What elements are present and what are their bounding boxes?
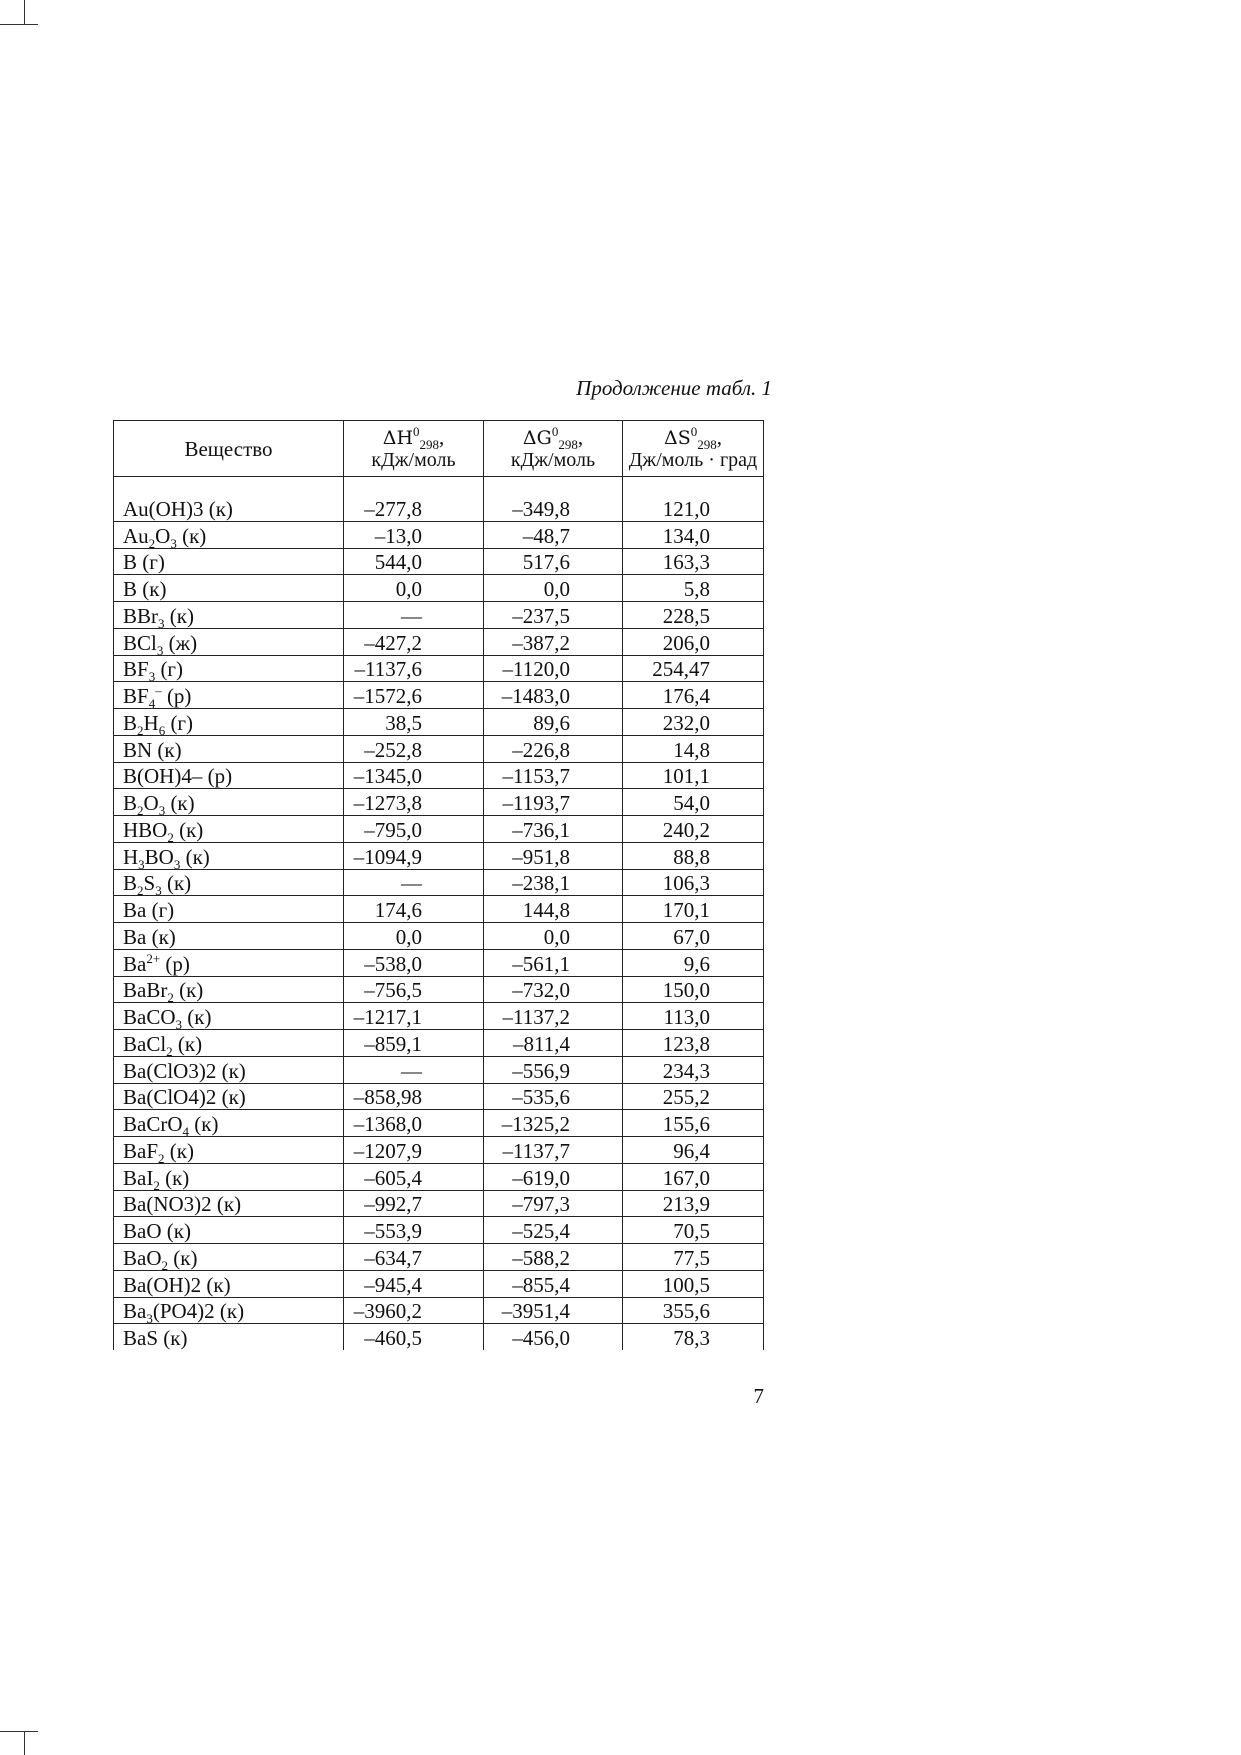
cell-entropy: 70,5 [623,1217,764,1244]
cell-gibbs: –1325,2 [484,1110,623,1137]
cell-entropy: 228,5 [623,602,764,629]
cell-gibbs: –1483,0 [484,682,623,709]
cell-substance: Ba (г) [114,896,344,923]
table-row [114,923,764,950]
cell-gibbs: –619,0 [484,1163,623,1190]
cell-entropy: 150,0 [623,976,764,1003]
cell-entropy: 123,8 [623,1030,764,1057]
cell-substance: $B_2H_6$ (г) [114,709,344,736]
cell-gibbs: –1120,0 [484,655,623,682]
table-row [114,762,764,789]
cell-entropy: 14,8 [623,735,764,762]
table-row [114,976,764,1003]
cell-gibbs: 144,8 [484,896,623,923]
header-enthalpy-unit: кДж/моль [371,449,456,471]
cell-substance: BaO$_2$ (к) [114,1244,344,1271]
cell-gibbs: –561,1 [484,949,623,976]
cell-substance: $B_2O_3$ (к) [114,789,344,816]
cell-substance: BCl$_3$ (ж) [114,628,344,655]
cell-substance: Ba(OH)2 (к) [114,1270,344,1297]
table-row [114,1110,764,1137]
cell-enthalpy: –553,9 [344,1217,484,1244]
cell-entropy: 101,1 [623,762,764,789]
cell-gibbs: 517,6 [484,548,623,575]
header-gibbs-unit: кДж/моль [510,449,596,471]
cell-substance: B (к) [114,575,344,602]
cell-gibbs: 0,0 [484,575,623,602]
table-row [114,548,764,575]
table-row [114,1083,764,1110]
table-row [114,575,764,602]
cell-gibbs: –525,4 [484,1217,623,1244]
cell-enthalpy: –1094,9 [344,842,484,869]
cell-entropy: 163,3 [623,548,764,575]
table-row [114,1217,764,1244]
table-row [114,709,764,736]
cell-substance: B(OH)4– (р) [114,762,344,789]
table-row [114,735,764,762]
header-gibbs-sup: 0 [551,424,559,439]
cell-enthalpy: –252,8 [344,735,484,762]
cell-gibbs: –855,4 [484,1270,623,1297]
crop-mark-top [0,24,38,25]
cell-gibbs: –951,8 [484,842,623,869]
cell-gibbs: –1193,7 [484,789,623,816]
cell-enthalpy: –1368,0 [344,1110,484,1137]
cell-enthalpy: –1345,0 [344,762,484,789]
cell-entropy: 9,6 [623,949,764,976]
cell-entropy: 240,2 [623,816,764,843]
cell-gibbs: –226,8 [484,735,623,762]
cell-enthalpy: –538,0 [344,949,484,976]
cell-gibbs: –387,2 [484,628,623,655]
cell-substance: BaS (к) [114,1324,344,1350]
cell-gibbs: –732,0 [484,976,623,1003]
cell-gibbs: –797,3 [484,1190,623,1217]
cell-substance: BaCrO$_4$ (к) [114,1110,344,1137]
cell-gibbs: –238,1 [484,869,623,896]
cell-enthalpy: –859,1 [344,1030,484,1057]
cell-gibbs: 0,0 [484,923,623,950]
table-row [114,1190,764,1217]
cell-substance: BaBr$_2$ (к) [114,976,344,1003]
cell-gibbs: –811,4 [484,1030,623,1057]
cell-enthalpy: –1273,8 [344,789,484,816]
cell-gibbs: –1137,2 [484,1003,623,1030]
cell-substance: $Ba^{2+}$ (р) [114,949,344,976]
table-header-row [114,421,764,477]
cell-entropy: 96,4 [623,1137,764,1164]
header-entropy-unit: Дж/моль · град [628,449,758,471]
cell-gibbs: –456,0 [484,1324,623,1350]
cell-entropy: 213,9 [623,1190,764,1217]
cell-entropy: 255,2 [623,1083,764,1110]
cell-enthalpy: –634,7 [344,1244,484,1271]
cell-enthalpy: — [344,869,484,896]
cell-gibbs: –48,7 [484,521,623,548]
table-row [114,816,764,843]
table-row [114,789,764,816]
cell-gibbs: –349,8 [484,495,623,521]
cell-entropy: 234,3 [623,1056,764,1083]
table-row [114,1137,764,1164]
cell-entropy: 206,0 [623,628,764,655]
cell-substance: $Au_2O_3$ (к) [114,521,344,548]
cell-entropy: 54,0 [623,789,764,816]
header-entropy: $\Delta S^0_{298}$, Дж/моль · град [623,421,764,477]
cell-enthalpy: –1217,1 [344,1003,484,1030]
cell-entropy: 77,5 [623,1244,764,1271]
cell-substance: BaCO$_3$ (к) [114,1003,344,1030]
cell-entropy: 170,1 [623,896,764,923]
cell-enthalpy: — [344,602,484,629]
header-gibbs-symbol: ΔG [522,427,552,449]
cell-substance: Ba (к) [114,923,344,950]
table-row [114,1244,764,1271]
cell-enthalpy: — [344,1056,484,1083]
cell-enthalpy: –992,7 [344,1190,484,1217]
cell-entropy: 5,8 [623,575,764,602]
cell-substance: $HBO_2$ (к) [114,816,344,843]
cell-enthalpy: –858,98 [344,1083,484,1110]
table-row [114,869,764,896]
cell-gibbs: –1137,7 [484,1137,623,1164]
cell-entropy: 134,0 [623,521,764,548]
table-row [114,1003,764,1030]
cell-substance: BaF$_2$ (к) [114,1137,344,1164]
cell-gibbs: –237,5 [484,602,623,629]
cell-substance: Ba(NO3)2 (к) [114,1190,344,1217]
table-row [114,628,764,655]
cell-substance: BaCl$_2$ (к) [114,1030,344,1057]
cell-entropy: 254,47 [623,655,764,682]
cell-entropy: 355,6 [623,1297,764,1324]
cell-enthalpy: 0,0 [344,575,484,602]
cell-enthalpy: –945,4 [344,1270,484,1297]
cell-gibbs: –3951,4 [484,1297,623,1324]
cell-enthalpy: –460,5 [344,1324,484,1350]
cell-substance: BaI$_2$ (к) [114,1163,344,1190]
cell-enthalpy: –277,8 [344,495,484,521]
cell-enthalpy: –1137,6 [344,655,484,682]
table-row [114,842,764,869]
page-number: 7 [753,1384,764,1408]
crop-mark-bottom-vertical [24,1731,25,1755]
cell-substance: BaO (к) [114,1217,344,1244]
table-row [114,602,764,629]
header-enthalpy: $\Delta H^0_{298}$, кДж/моль [344,421,484,477]
table-row [114,949,764,976]
cell-enthalpy: –427,2 [344,628,484,655]
cell-entropy: 78,3 [623,1324,764,1350]
cell-enthalpy: –1207,9 [344,1137,484,1164]
cell-entropy: 88,8 [623,842,764,869]
table-row [114,682,764,709]
cell-substance: $H_3BO_3$ (к) [114,842,344,869]
header-entropy-symbol: ΔS [664,427,691,449]
table-row [114,1297,764,1324]
table-row [114,1163,764,1190]
cell-entropy: 121,0 [623,495,764,521]
table-row [114,1030,764,1057]
header-gibbs: $\Delta G^0_{298}$, кДж/моль [484,421,623,477]
cell-enthalpy: 38,5 [344,709,484,736]
table-spacer-row [114,477,764,496]
cell-gibbs: –535,6 [484,1083,623,1110]
table-row [114,896,764,923]
table-caption: Продолжение табл. 1 [576,376,772,400]
table-row [114,1270,764,1297]
cell-entropy: 67,0 [623,923,764,950]
thermodynamic-table [113,420,764,1350]
cell-entropy: 232,0 [623,709,764,736]
cell-entropy: 100,5 [623,1270,764,1297]
cell-enthalpy: –1572,6 [344,682,484,709]
cell-enthalpy: 544,0 [344,548,484,575]
cell-substance: BBr$_3$ (к) [114,602,344,629]
cell-enthalpy: –13,0 [344,521,484,548]
header-substance: Вещество [114,421,344,477]
cell-gibbs: –588,2 [484,1244,623,1271]
cell-enthalpy: –3960,2 [344,1297,484,1324]
table-row [114,495,764,521]
table-row [114,521,764,548]
cell-entropy: 176,4 [623,682,764,709]
cell-entropy: 155,6 [623,1110,764,1137]
cell-substance: $Ba_3(PO4)2$ (к) [114,1297,344,1324]
cell-substance: Ba(ClO3)2 (к) [114,1056,344,1083]
cell-enthalpy: –756,5 [344,976,484,1003]
header-entropy-sup: 0 [690,424,698,439]
header-enthalpy-symbol: ΔH [382,427,414,449]
header-enthalpy-sup: 0 [413,424,420,439]
cell-substance: B (г) [114,548,344,575]
table-row [114,655,764,682]
table-row [114,1324,764,1350]
cell-enthalpy: –605,4 [344,1163,484,1190]
cell-substance: Ba(ClO4)2 (к) [114,1083,344,1110]
cell-gibbs: 89,6 [484,709,623,736]
crop-mark-top-vertical [24,0,25,25]
cell-enthalpy: 174,6 [344,896,484,923]
cell-substance: $BF_4^-$ (р) [114,682,344,709]
header-enthalpy-sub: 298 [419,437,440,453]
cell-substance: Au(OH)3 (к) [114,495,344,521]
cell-entropy: 113,0 [623,1003,764,1030]
cell-substance: $B_2S_3$ (к) [114,869,344,896]
cell-substance: $BF_3$ (г) [114,655,344,682]
cell-gibbs: –556,9 [484,1056,623,1083]
header-gibbs-sub: 298 [558,437,578,453]
cell-entropy: 167,0 [623,1163,764,1190]
cell-enthalpy: 0,0 [344,923,484,950]
cell-entropy: 106,3 [623,869,764,896]
cell-gibbs: –736,1 [484,816,623,843]
header-entropy-sub: 298 [697,437,717,453]
cell-gibbs: –1153,7 [484,762,623,789]
crop-mark-bottom [0,1731,38,1732]
cell-substance: BN (к) [114,735,344,762]
table-row [114,1056,764,1083]
cell-enthalpy: –795,0 [344,816,484,843]
